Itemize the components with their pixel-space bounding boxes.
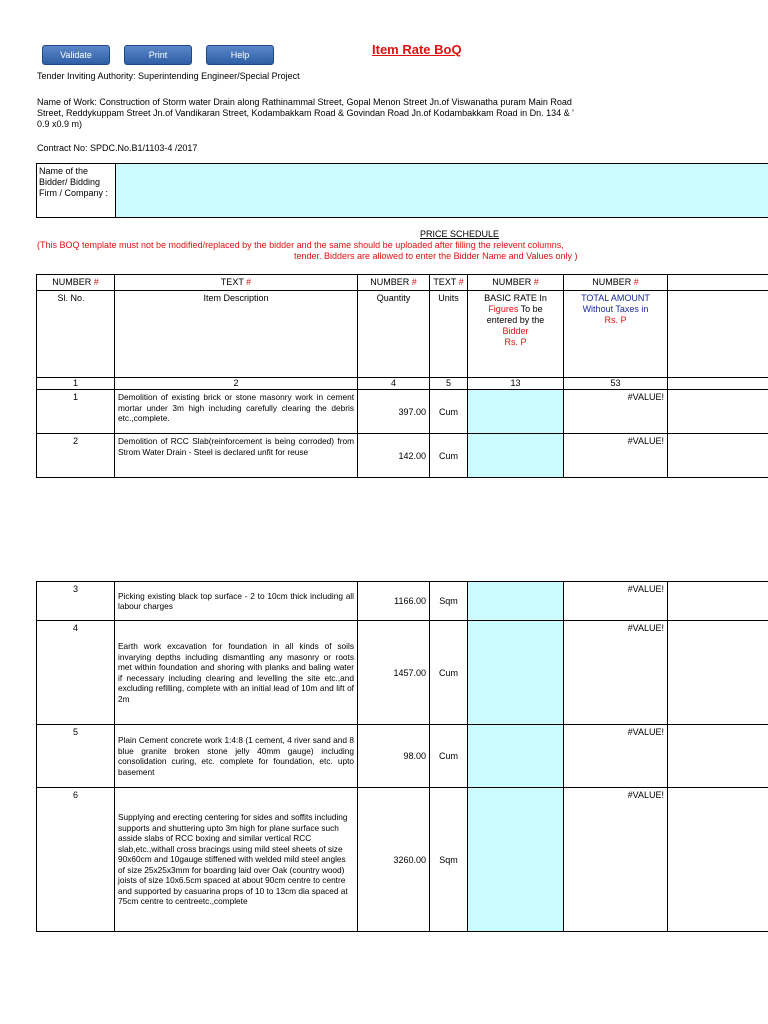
- contract-number: Contract No: SPDC.No.B1/1103-4 /2017: [37, 143, 198, 153]
- row-sl-no: 6: [37, 788, 115, 932]
- row-quantity: 98.00: [358, 725, 430, 788]
- header-units: Units: [430, 291, 468, 378]
- row-quantity: 397.00: [358, 390, 430, 434]
- boq-table-top: [36, 274, 768, 478]
- row-unit: Sqm: [430, 582, 468, 621]
- tender-authority: Tender Inviting Authority: Superintending Engineer/Special Project: [37, 71, 300, 81]
- column-number: 1: [37, 378, 115, 390]
- row-total-amount: #VALUE!: [564, 788, 668, 932]
- row-unit: Sqm: [430, 788, 468, 932]
- row-description: Demolition of existing brick or stone masonry work in cement mortar under 3m high including carefully clearing the debris etc.,complete.: [115, 390, 358, 434]
- row-quantity: 1166.00: [358, 582, 430, 621]
- bidder-label: Name of the Bidder/ Bidding Firm / Company :: [39, 166, 109, 198]
- row-quantity: 1457.00: [358, 621, 430, 725]
- bidder-name-input[interactable]: [115, 164, 768, 217]
- help-button[interactable]: Help: [206, 45, 274, 65]
- header-total-amount: TOTAL AMOUNT Without Taxes in Rs. P: [564, 291, 668, 378]
- type-header-text: TEXT #: [115, 275, 358, 291]
- column-number: 4: [358, 378, 430, 390]
- row-total-amount: #VALUE!: [564, 434, 668, 478]
- row-sl-no: 5: [37, 725, 115, 788]
- header-quantity: Quantity: [358, 291, 430, 378]
- row-unit: Cum: [430, 434, 468, 478]
- header-item-description: Item Description: [115, 291, 358, 378]
- row-quantity: 142.00: [358, 434, 430, 478]
- row-total-amount: #VALUE!: [564, 582, 668, 621]
- header-basic-rate: BASIC RATE In Figures To be entered by the Bidder Rs. P: [468, 291, 564, 378]
- basic-rate-input[interactable]: [468, 390, 564, 434]
- row-description: Earth work excavation for foundation in all kinds of soils invarying depths including dismantling any masonry or roots met within foundation and shoring with planks and baling water if necessary including clearing and levelling the site etc.,and excluding refilling, complete with an initial lead of 10m and lift of 2m: [115, 621, 358, 725]
- row-unit: Cum: [430, 725, 468, 788]
- basic-rate-input[interactable]: [468, 582, 564, 621]
- column-number: 53: [564, 378, 668, 390]
- table-row: [37, 582, 768, 621]
- bidder-block: [36, 163, 768, 218]
- boq-table-bottom: [36, 581, 768, 932]
- basic-rate-input[interactable]: [468, 725, 564, 788]
- type-header-text: TEXT #: [430, 275, 468, 291]
- row-quantity: 3260.00: [358, 788, 430, 932]
- row-total-amount: #VALUE!: [564, 621, 668, 725]
- row-description: Demolition of RCC Slab(reinforcement is being corroded) from Strom Water Drain - Steel is declared unfit for reuse: [115, 434, 358, 478]
- type-header-number: NUMBER #: [37, 275, 115, 291]
- row-sl-no: 2: [37, 434, 115, 478]
- price-schedule-heading: PRICE SCHEDULE: [420, 229, 500, 239]
- table-row: [37, 621, 768, 725]
- column-number: 13: [468, 378, 564, 390]
- row-description: Picking existing black top surface - 2 to 10cm thick including all labour charges: [115, 582, 358, 621]
- table-row: [37, 725, 768, 788]
- basic-rate-input[interactable]: [468, 621, 564, 725]
- row-sl-no: 1: [37, 390, 115, 434]
- header-sl-no: Sl. No.: [37, 291, 115, 378]
- row-total-amount: #VALUE!: [564, 390, 668, 434]
- type-header-number: NUMBER #: [564, 275, 668, 291]
- basic-rate-input[interactable]: [468, 434, 564, 478]
- template-note-line-2: tender. Bidders are allowed to enter the Bidder Name and Values only ): [294, 251, 578, 261]
- column-number: 5: [430, 378, 468, 390]
- row-unit: Cum: [430, 621, 468, 725]
- row-description: Supplying and erecting centering for sides and soffits including supports and shuttering upto 3m high for plane surface such asside slabs of RCC boxing and similar vertical RCC slab,etc.,withall cross bracings using mild steel sheets of size 90x60cm and 10gauge stiffened with welded mild steel angles of size 25x25x3mm for boarding laid over Oak (country wood) joists of size 10x6.5cm spaced at about 90cm centre to centre and supported by casuarina props of 10 to 13cm dia spaced at 75cm centre to centreetc.,complete: [115, 788, 358, 932]
- column-number: 2: [115, 378, 358, 390]
- row-sl-no: 3: [37, 582, 115, 621]
- table-row: [37, 390, 768, 434]
- work-name-line-1: Name of Work: Construction of Storm water Drain along Rathinammal Street, Gopal Menon Street Jn.of Viswanatha puram Main Road: [37, 97, 572, 107]
- template-note-line-1: (This BOQ template must not be modified/replaced by the bidder and the same should be uploaded after filling the relevent columns,: [37, 240, 564, 250]
- basic-rate-input[interactable]: [468, 788, 564, 932]
- row-unit: Cum: [430, 390, 468, 434]
- row-description: Plain Cement concrete work 1:4:8 (1 cement, 4 river sand and 8 blue granite broken stone jelly 40mm gauge) including consolidation curing, etc. complete for foundation, etc. upto basement: [115, 725, 358, 788]
- table-row: [37, 434, 768, 478]
- table-row: [37, 788, 768, 932]
- row-sl-no: 4: [37, 621, 115, 725]
- type-header-number: NUMBER #: [468, 275, 564, 291]
- page-title: Item Rate BoQ: [372, 42, 462, 57]
- validate-button[interactable]: Validate: [42, 45, 110, 65]
- type-header-number: NUMBER #: [358, 275, 430, 291]
- print-button[interactable]: Print: [124, 45, 192, 65]
- work-name-line-2: Street, Reddykuppam Street Jn.of Vandikaran Street, Kodambakkam Road & Govindan Road Jn.of Kodambakkam Road in Dn. 134 & ': [37, 108, 574, 118]
- work-name-line-3: 0.9 x0.9 m): [37, 119, 83, 129]
- row-total-amount: #VALUE!: [564, 725, 668, 788]
